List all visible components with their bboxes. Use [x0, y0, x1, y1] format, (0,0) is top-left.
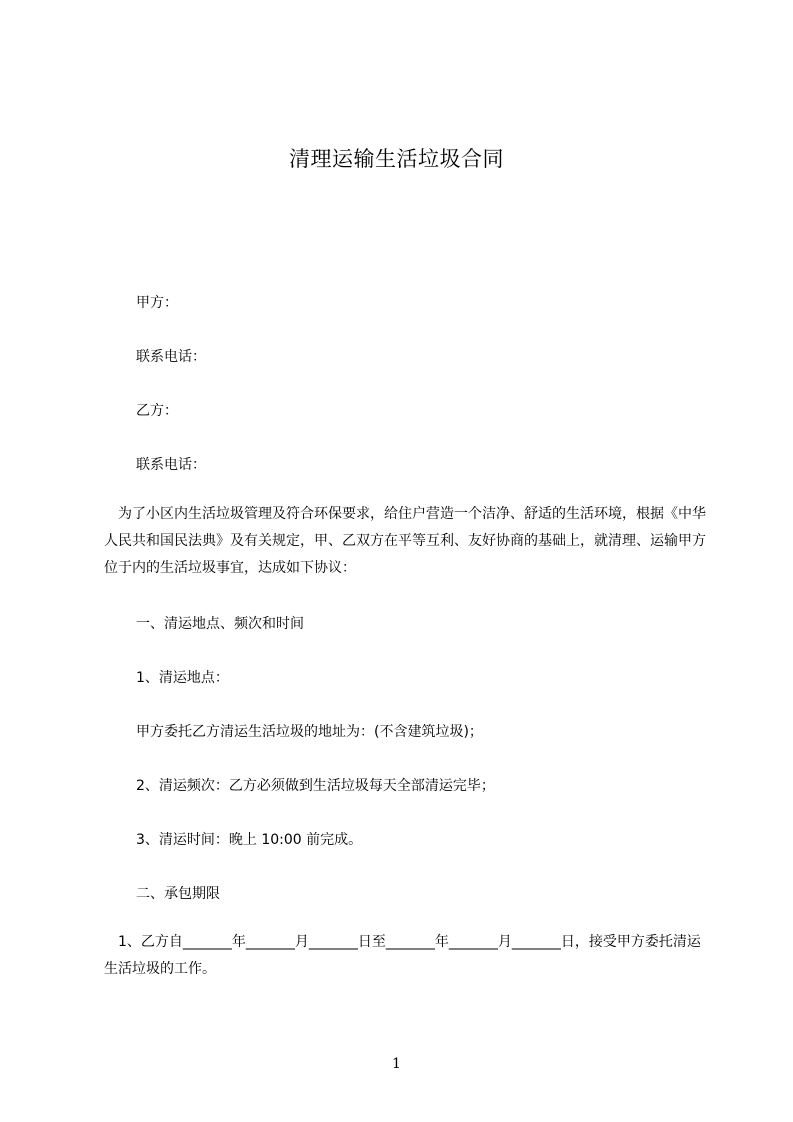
section2-heading: 二、承包期限	[136, 886, 220, 902]
party-a-phone-label: 联系电话：	[136, 349, 206, 365]
section1-heading: 一、清运地点、频次和时间	[136, 616, 304, 632]
document-title: 清理运输生活垃圾合同	[289, 147, 504, 171]
item2: 2、清运频次：乙方必须做到生活垃圾每天全部清运完毕；	[136, 778, 495, 794]
intro-paragraph: 为了小区内生活垃圾管理及符合环保要求，给住户营造一个洁净、舒适的生活环境，根据《中华人民共和国民法典》及有关规定，甲、乙双方在平等互利、友好协商的基础上，就清理、运输甲方位于内的生活垃圾事宜，达成如下协议：	[104, 506, 706, 576]
item3: 3、清运时间：晚上 10:00 前完成。	[136, 832, 363, 848]
party-b-label: 乙方：	[136, 403, 178, 419]
item1-heading: 1、清运地点：	[136, 670, 229, 686]
term-clause: 1、乙方自_______年_______月_______日至_______年_______月_______日，接受甲方委托清运生活垃圾的工作。	[104, 934, 701, 977]
item1-detail: 甲方委托乙方清运生活垃圾的地址为：(不含建筑垃圾)；	[136, 724, 483, 740]
party-b-phone-label: 联系电话：	[136, 457, 206, 473]
page-number: 1	[392, 1056, 401, 1072]
party-a-label: 甲方：	[136, 295, 178, 311]
